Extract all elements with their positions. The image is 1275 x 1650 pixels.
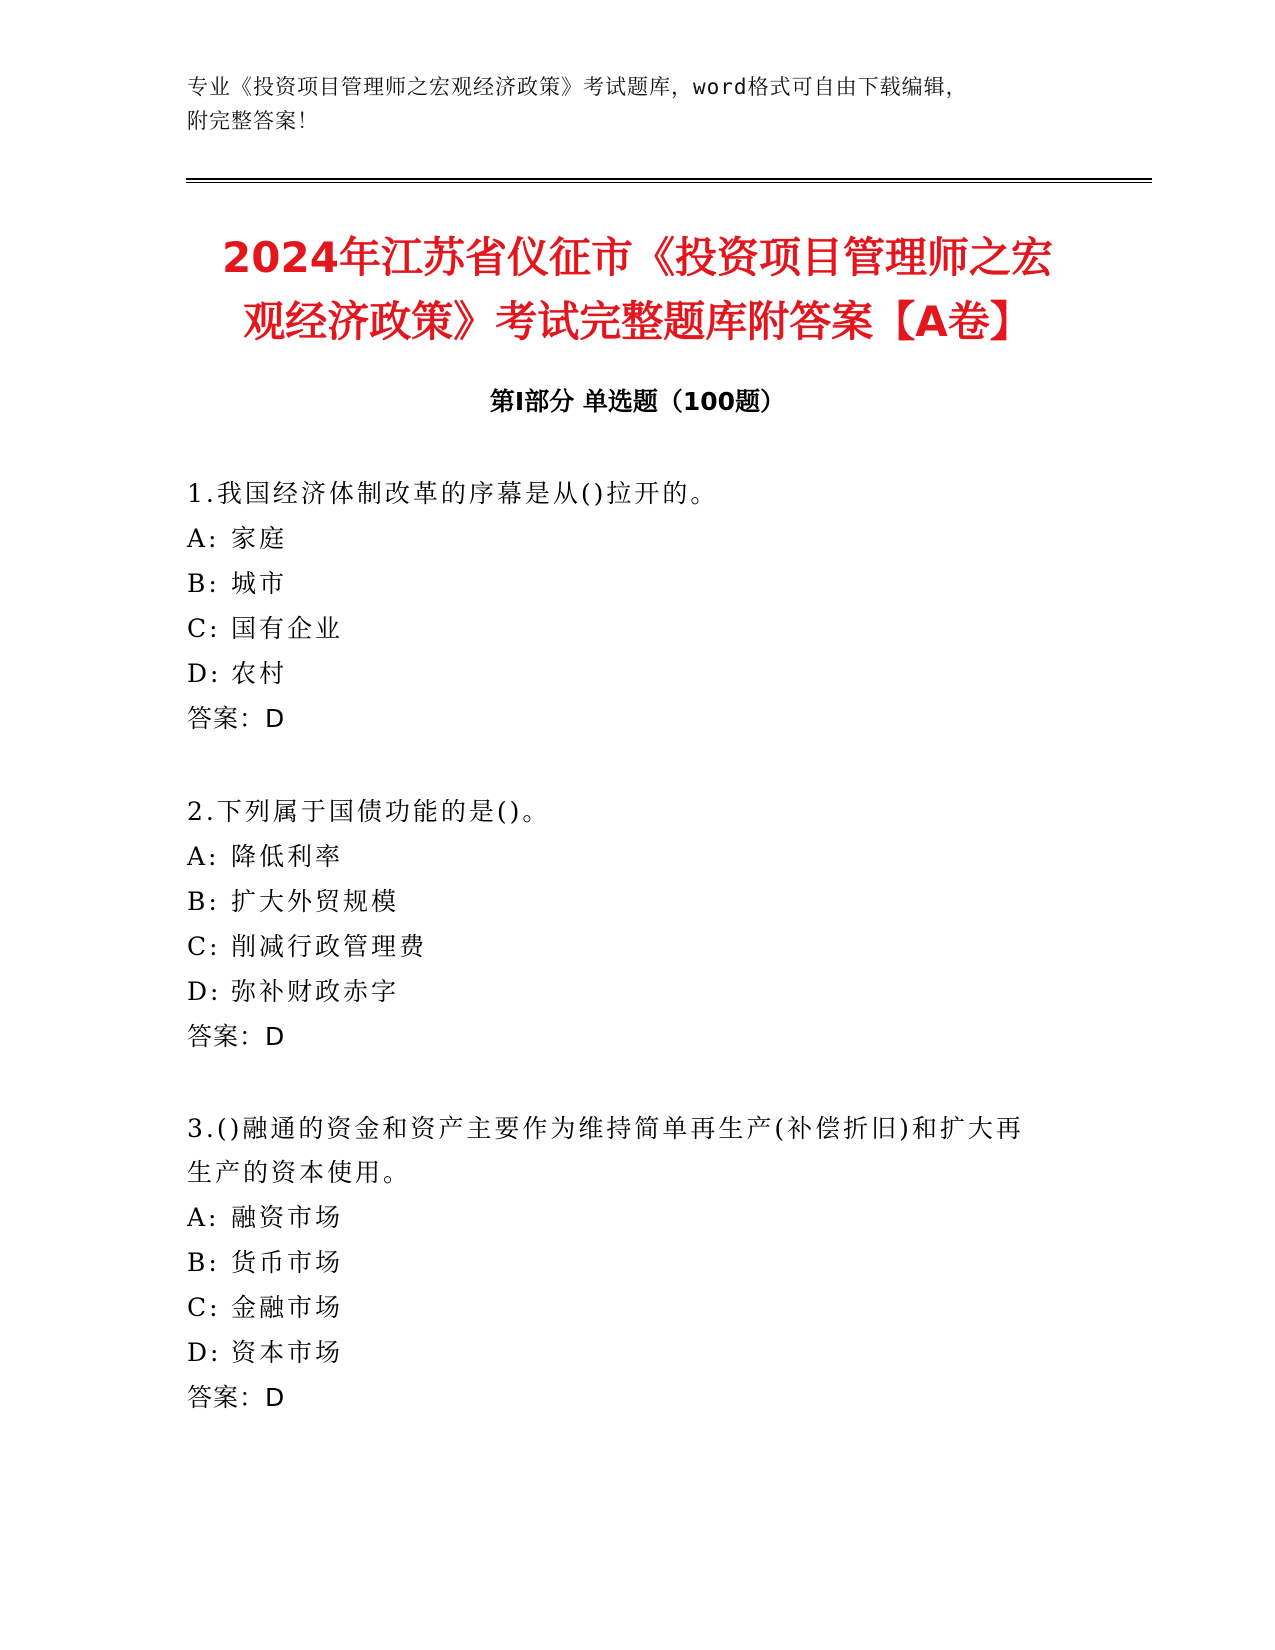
option-text: 资本市场 — [231, 1338, 344, 1367]
header-divider-thick — [186, 178, 1152, 180]
option-text: 家庭 — [231, 524, 288, 553]
option-text: 扩大外贸规模 — [231, 887, 400, 916]
option-text: 国有企业 — [231, 614, 344, 643]
option-key: D: — [187, 1338, 222, 1367]
option-key: B: — [187, 569, 220, 598]
option-key: A: — [187, 524, 220, 553]
document-title-line2: 观经济政策》考试完整题库附答案【A卷】 — [243, 297, 1032, 346]
question-2 — [187, 790, 1067, 1060]
option-a — [187, 1195, 1067, 1240]
option-text: 金融市场 — [231, 1293, 344, 1322]
option-text: 货币市场 — [231, 1248, 344, 1277]
option-c — [187, 1285, 1067, 1330]
option-key: C: — [187, 1293, 221, 1322]
answer-line: 答案：D — [187, 704, 286, 733]
header-note-line1: 专业《投资项目管理师之宏观经济政策》考试题库，word格式可自由下载编辑， — [187, 75, 968, 99]
option-c — [187, 924, 1067, 969]
question-1 — [187, 472, 1067, 742]
header-divider-thin — [186, 182, 1152, 183]
option-text: 削减行政管理费 — [231, 932, 428, 961]
question-stem-line1: 3.()融通的资金和资产主要作为维持简单再生产(补偿折旧)和扩大再 — [187, 1114, 1024, 1143]
option-text: 融资市场 — [231, 1203, 344, 1232]
answer-line: 答案：D — [187, 1022, 286, 1051]
document-title — [150, 226, 1125, 354]
option-text: 降低利率 — [231, 842, 344, 871]
section-heading: 第Ⅰ部分 单选题（100题） — [489, 387, 786, 416]
option-key: D: — [187, 659, 222, 688]
option-c — [187, 606, 1067, 651]
header-note — [187, 70, 1087, 138]
option-text: 弥补财政赤字 — [231, 977, 400, 1006]
option-d — [187, 651, 1067, 696]
option-text: 城市 — [231, 569, 288, 598]
answer-line: 答案：D — [187, 1383, 286, 1412]
option-a — [187, 516, 1067, 561]
option-key: B: — [187, 1248, 220, 1277]
question-stem: 2.下列属于国债功能的是()。 — [187, 797, 551, 826]
header-note-line2: 附完整答案！ — [187, 109, 319, 133]
option-text: 农村 — [231, 659, 288, 688]
option-a — [187, 834, 1067, 879]
option-key: A: — [187, 842, 220, 871]
question-3 — [187, 1107, 1067, 1421]
option-d — [187, 1330, 1067, 1375]
option-key: C: — [187, 614, 221, 643]
option-b — [187, 1240, 1067, 1285]
option-b — [187, 561, 1067, 606]
question-stem: 1.我国经济体制改革的序幕是从()拉开的。 — [187, 479, 719, 508]
option-key: D: — [187, 977, 222, 1006]
option-key: B: — [187, 887, 220, 916]
option-b — [187, 879, 1067, 924]
option-key: C: — [187, 932, 221, 961]
question-stem-line2: 生产的资本使用。 — [187, 1158, 412, 1187]
document-title-line1: 2024年江苏省仪征市《投资项目管理师之宏 — [222, 233, 1053, 282]
option-d — [187, 969, 1067, 1014]
option-key: A: — [187, 1203, 220, 1232]
